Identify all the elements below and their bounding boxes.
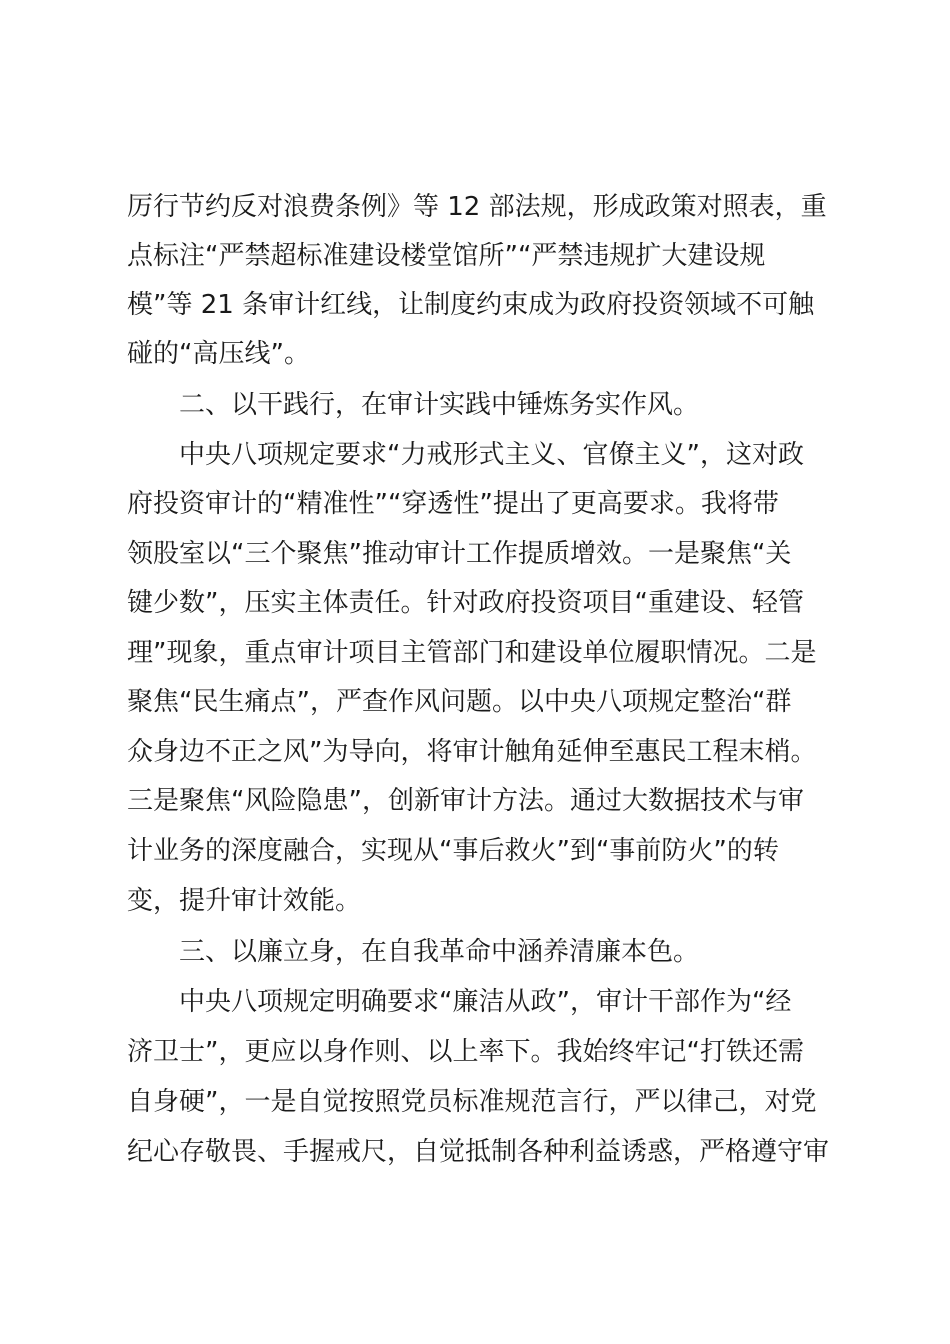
paragraph-first-line: 中央八项规定要求“力戒形式主义、官僚主义”，这对政 [179,440,804,470]
body-text-line: 点标注“严禁超标准建设楼堂馆所”“严禁违规扩大建设规 [127,241,766,271]
body-text-line: 纪心存敬畏、手握戒尺，自觉抵制各种利益诱惑，严格遵守审 [127,1137,830,1167]
body-text-line: 键少数”，压实主体责任。针对政府投资项目“重建设、轻管 [127,588,804,618]
body-text-line: 领股室以“三个聚焦”推动审计工作提质增效。一是聚焦“关 [127,539,792,569]
section-heading: 三、以廉立身，在自我革命中涵养清廉本色。 [179,937,700,967]
body-text-line: 碰的“高压线”。 [127,339,310,369]
body-text-line: 理”现象，重点审计项目主管部门和建设单位履职情况。二是 [127,638,817,668]
body-text-line: 自身硬”，一是自觉按照党员标准规范言行，严以律己，对党 [127,1087,817,1117]
body-text-line: 济卫士”，更应以身作则、以上率下。我始终牢记“打铁还需 [127,1037,804,1067]
paragraph-first-line: 中央八项规定明确要求“廉洁从政”，审计干部作为“经 [179,987,792,1017]
body-text-line: 变，提升审计效能。 [127,886,362,916]
body-text-line: 计业务的深度融合，实现从“事后救火”到“事前防火”的转 [127,836,779,866]
body-text-line: 聚焦“民生痛点”，严查作风问题。以中央八项规定整治“群 [127,687,792,717]
body-text-line: 府投资审计的“精准性”“穿透性”提出了更高要求。我将带 [127,489,779,519]
body-text-line: 厉行节约反对浪费条例》等 12 部法规，形成政策对照表，重 [127,192,827,222]
body-text-line: 众身边不正之风”为导向，将审计触角延伸至惠民工程末梢。 [127,737,817,767]
body-text-line: 模”等 21 条审计红线，让制度约束成为政府投资领域不可触 [127,290,815,320]
section-heading: 二、以干践行，在审计实践中锤炼务实作风。 [179,390,700,420]
body-text-line: 三是聚焦“风险隐患”，创新审计方法。通过大数据技术与审 [127,786,804,816]
